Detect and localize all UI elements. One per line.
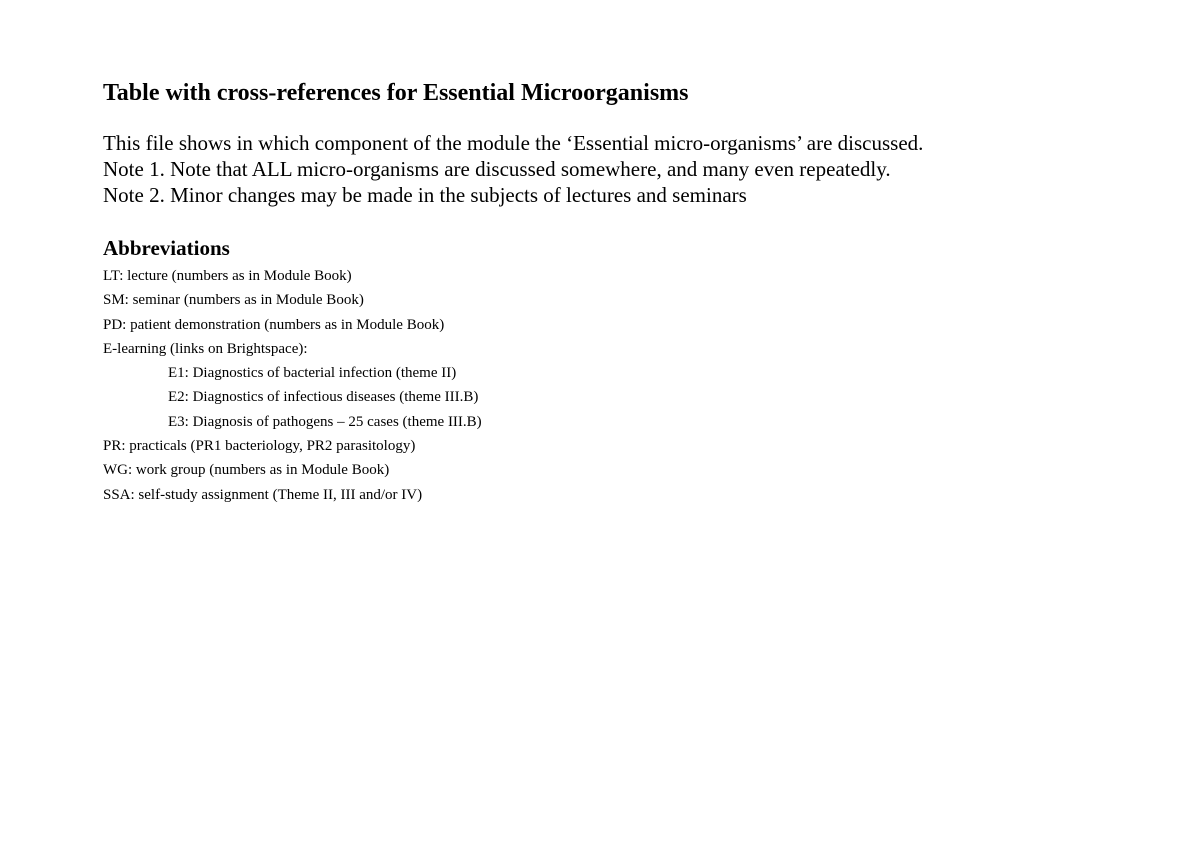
abbreviation-pd: PD: patient demonstration (numbers as in Module Book) xyxy=(103,316,445,333)
abbreviation-sm: SM: seminar (numbers as in Module Book) xyxy=(103,292,364,309)
abbreviation-e-learning: E-learning (links on Brightspace): xyxy=(103,340,308,357)
abbreviation-wg: WG: work group (numbers as in Module Book) xyxy=(103,462,390,479)
note-2-line: Note 2. Minor changes may be made in the subjects of lectures and seminars xyxy=(103,183,747,207)
abbreviation-ssa: SSA: self-study assignment (Theme II, III and/or IV) xyxy=(103,486,423,503)
abbreviation-e3: E3: Diagnosis of pathogens – 25 cases (theme III.B) xyxy=(168,413,482,430)
abbreviation-e1: E1: Diagnostics of bacterial infection (theme II) xyxy=(168,365,457,382)
document-title: Table with cross-references for Essential Microorganisms xyxy=(103,80,689,106)
intro-paragraph xyxy=(103,130,923,208)
abbreviation-e2: E2: Diagnostics of infectious diseases (theme III.B) xyxy=(168,389,479,406)
abbreviations-heading: Abbreviations xyxy=(103,236,230,260)
abbreviation-lt: LT: lecture (numbers as in Module Book) xyxy=(103,268,352,284)
abbreviation-pr: PR: practicals (PR1 bacteriology, PR2 parasitology) xyxy=(103,438,416,455)
abbreviations-list xyxy=(103,264,482,507)
note-1-line: Note 1. Note that ALL micro-organisms are discussed somewhere, and many even repeatedly. xyxy=(103,157,891,181)
intro-line: This file shows in which component of the module the ‘Essential micro-organisms’ are discussed. xyxy=(103,131,924,155)
